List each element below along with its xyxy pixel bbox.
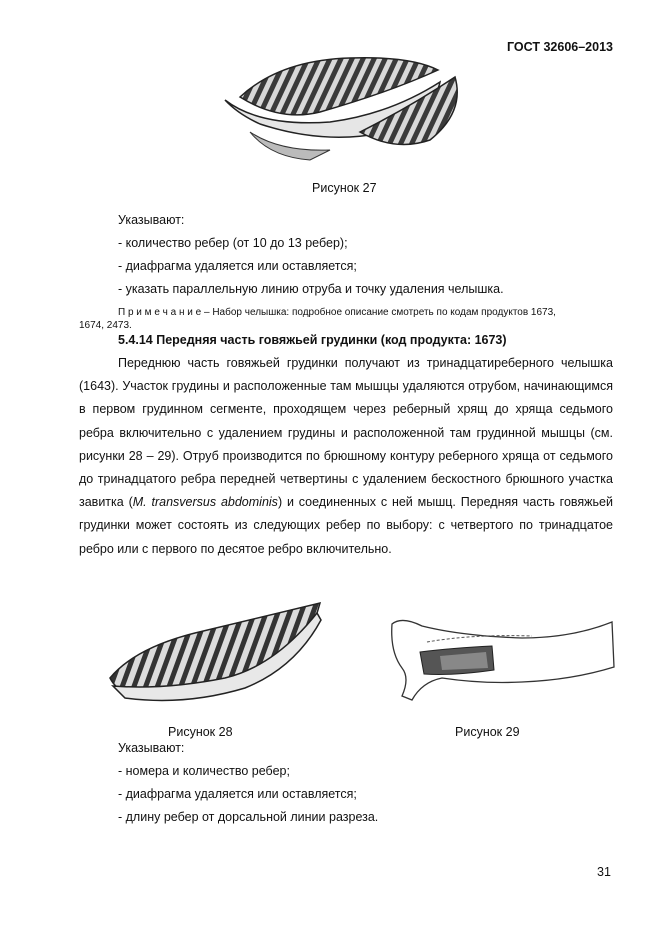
block2-item-3: - длину ребер от дорсальной линии разреза.	[118, 810, 379, 824]
block1-intro: Указывают:	[118, 213, 185, 227]
figure-29-caption: Рисунок 29	[455, 725, 520, 739]
figure-27-image	[220, 52, 470, 167]
figure-28-image	[105, 598, 325, 708]
body-paragraph	[79, 352, 613, 561]
page-number: 31	[597, 865, 611, 879]
standard-header: ГОСТ 32606–2013	[507, 40, 613, 54]
latin-muscle-name: M. transversus abdominis	[132, 495, 278, 510]
note-line-1: П р и м е ч а н и е – Набор челышка: подробное описание смотреть по кодам продуктов 1673,	[118, 307, 556, 318]
block2-item-1: - номера и количество ребер;	[118, 764, 290, 778]
section-title: 5.4.14 Передняя часть говяжьей грудинки (код продукта: 1673)	[118, 333, 507, 347]
note-line-2: 1674, 2473.	[79, 320, 132, 331]
paragraph-part-1: Переднюю часть говяжьей грудинки получают из тринадцатиреберного челышка (1643). Участок грудины и расположенные там мышцы удаляются отрубом, начинающимся в первом грудинном сегменте, проходящем через реберный хрящ до хряща седьмого ребра включительно с удалением грудины и расположенной там грудинной мышцы (см. рисунки 28 – 29). Отруб производится по брюшному контуру реберного хряща от седьмого до тринадцатого ребра передней четвертины с удалением бескостного брюшного участка завитка (	[79, 356, 613, 510]
figure-29-image	[382, 612, 617, 702]
block1-item-3: - указать параллельную линию отруба и точку удаления челышка.	[118, 282, 504, 296]
figure-27-caption: Рисунок 27	[312, 181, 377, 195]
paragraph-part-2: ) и соединенных с ней мышц. Передняя часть говяжьей грудинки может состоять из следующих ребер по выбору: с четвертого по тринадцатое ребро или с первого по десятое ребро включительно.	[79, 495, 613, 556]
figure-28-caption: Рисунок 28	[168, 725, 233, 739]
block2-intro: Указывают:	[118, 741, 185, 755]
block1-item-1: - количество ребер (от 10 до 13 ребер);	[118, 236, 348, 250]
block2-item-2: - диафрагма удаляется или оставляется;	[118, 787, 357, 801]
block1-item-2: - диафрагма удаляется или оставляется;	[118, 259, 357, 273]
